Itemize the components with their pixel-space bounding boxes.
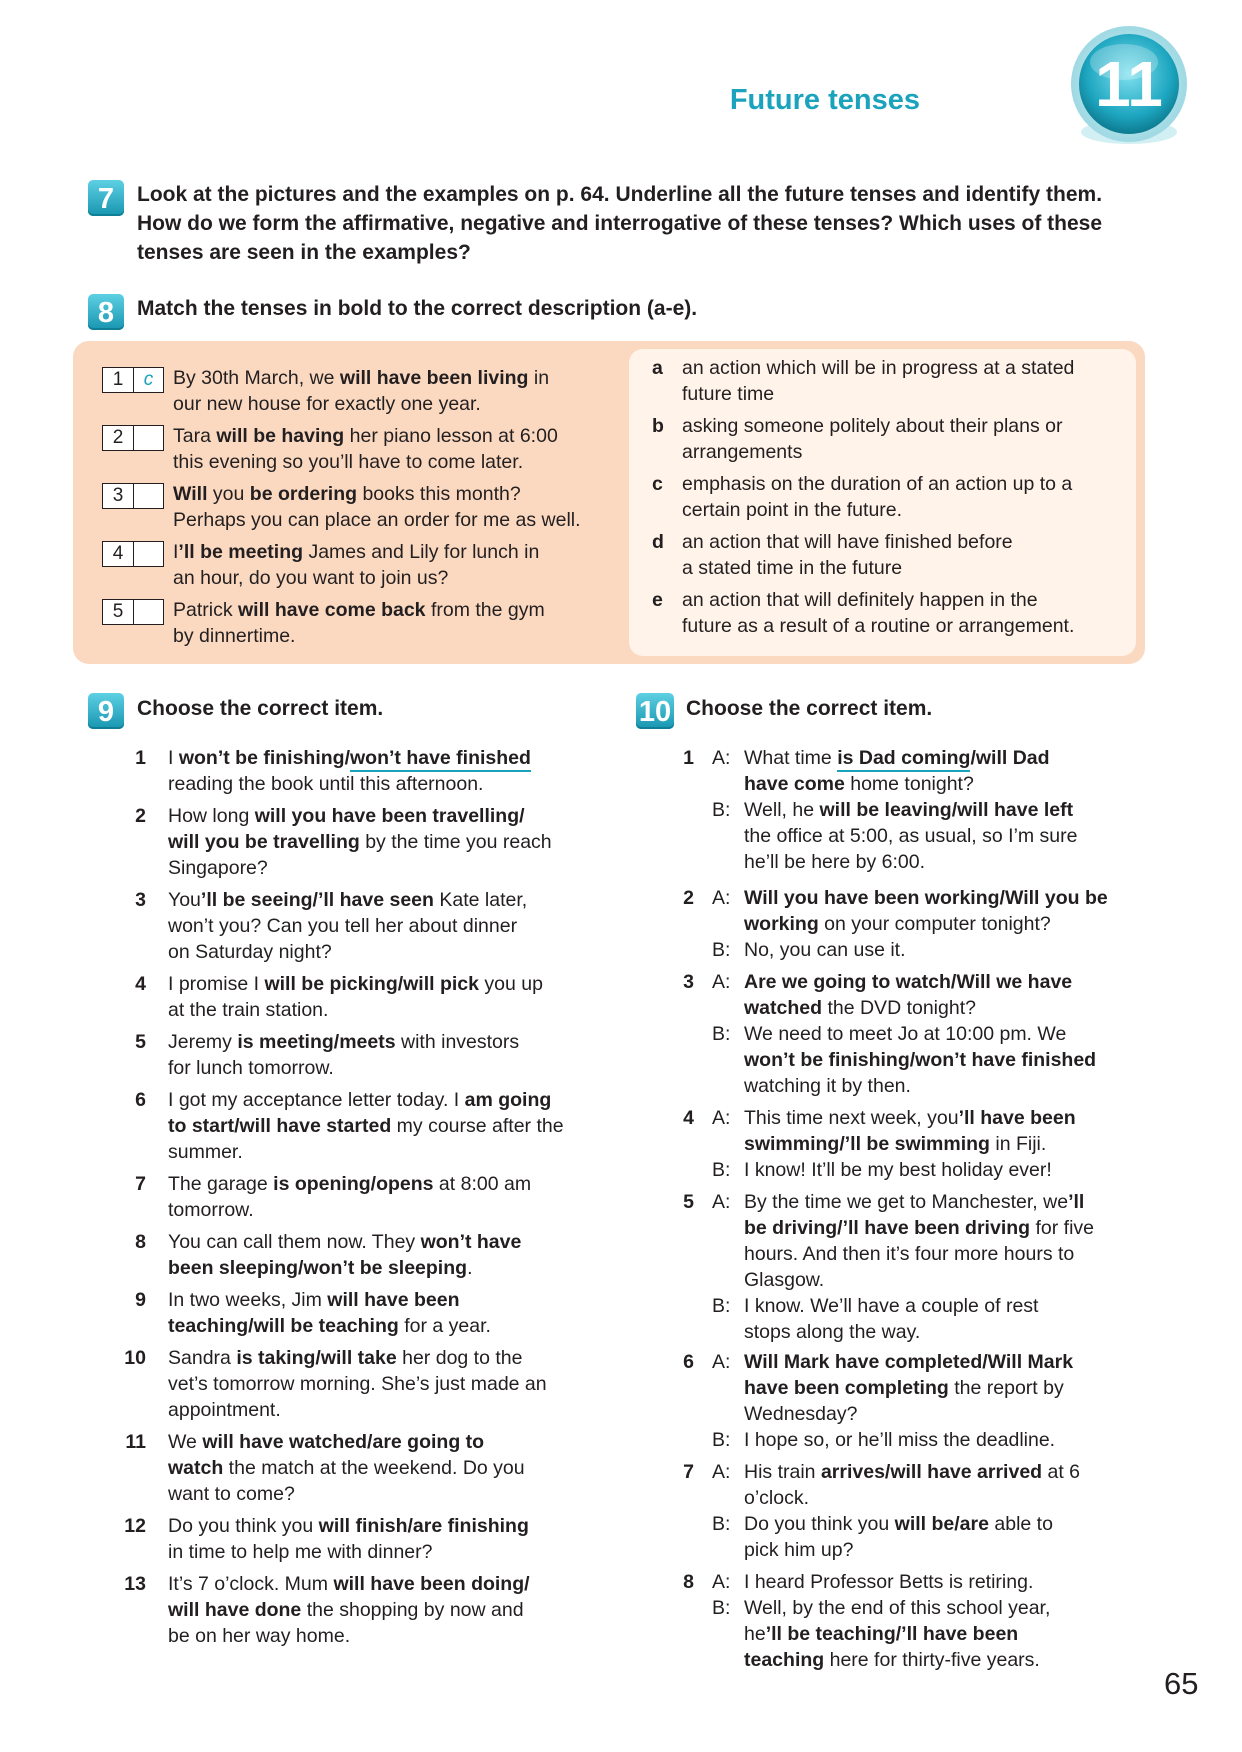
item-number: 5 [103,600,134,624]
description-letter: c [652,473,663,495]
description-line-2: future as a result of a routine or arrangement. [682,615,1075,637]
unit-title: Future tenses [729,84,920,116]
answer-slot[interactable]: c [143,369,154,390]
item-text-line-1: Tara will be having her piano lesson at 6:00 [173,425,558,447]
item-text-line-1: By 30th March, we will have been living in [173,367,550,389]
description-line-1: an action which will be in progress at a stated [682,357,1075,379]
item-text-line-2: this evening so you’ll have to come later. [173,451,524,473]
description-line-1: an action that will have finished before [682,531,1013,553]
item-text-line-2: by dinnertime. [173,625,296,647]
item-number: 2 [103,426,134,450]
exercise-9-number: 9 [88,693,124,729]
item-text-line-1: I’ll be meeting James and Lily for lunch in [173,541,540,563]
exercise-7-instruction-line-2: How do we form the affirmative, negative and interrogative of these tenses? Which uses of these [137,212,1103,235]
answer-box[interactable] [102,599,164,625]
description-line-2: future time [682,383,775,405]
exercise-8-instruction: Match the tenses in bold to the correct description (a-e). [137,297,698,320]
exercise-10-instruction: Choose the correct item. [686,697,933,720]
item-text-line-2: Perhaps you can place an order for me as well. [173,509,581,531]
answer-slot[interactable] [134,484,163,508]
description-line-1: asking someone politely about their plans or [682,415,1063,437]
exercise-10-number: 10 [636,693,674,729]
exercise-7-instruction-line-1: Look at the pictures and the examples on p. 64. Underline all the future tenses and identify them. [137,183,1103,206]
description-letter: d [652,531,664,553]
item-number: 4 [103,542,134,566]
description-letter: e [652,589,663,611]
exercise-7-number: 7 [88,180,124,216]
unit-number: 11 [1095,48,1163,120]
description-line-2: arrangements [682,441,803,463]
item-text-line-1: Will you be ordering books this month? [173,483,521,505]
unit-badge [1064,22,1194,152]
description-letter: b [652,415,664,437]
exercise-9-instruction: Choose the correct item. [137,697,384,720]
page-number: 65 [1164,1666,1199,1701]
answer-slot[interactable] [134,426,163,450]
exercise-8-number: 8 [88,294,124,330]
item-number: 1 [103,368,134,392]
item-text-line-2: an hour, do you want to join us? [173,567,449,589]
answer-box[interactable] [102,541,164,567]
answer-box[interactable] [102,483,164,509]
item-text-line-1: Patrick will have come back from the gym [173,599,545,621]
item-number: 3 [103,484,134,508]
exercise-7-instruction-line-3: tenses are seen in the examples? [137,241,471,264]
description-line-1: an action that will definitely happen in the [682,589,1038,611]
description-letter: a [652,357,663,379]
answer-box[interactable] [102,367,164,393]
answer-box[interactable] [102,425,164,451]
answer-slot[interactable] [134,600,163,624]
description-line-2: certain point in the future. [682,499,903,521]
item-text-line-2: our new house for exactly one year. [173,393,481,415]
answer-slot[interactable] [134,542,163,566]
description-line-1: emphasis on the duration of an action up to a [682,473,1073,495]
description-line-2: a stated time in the future [682,557,903,579]
